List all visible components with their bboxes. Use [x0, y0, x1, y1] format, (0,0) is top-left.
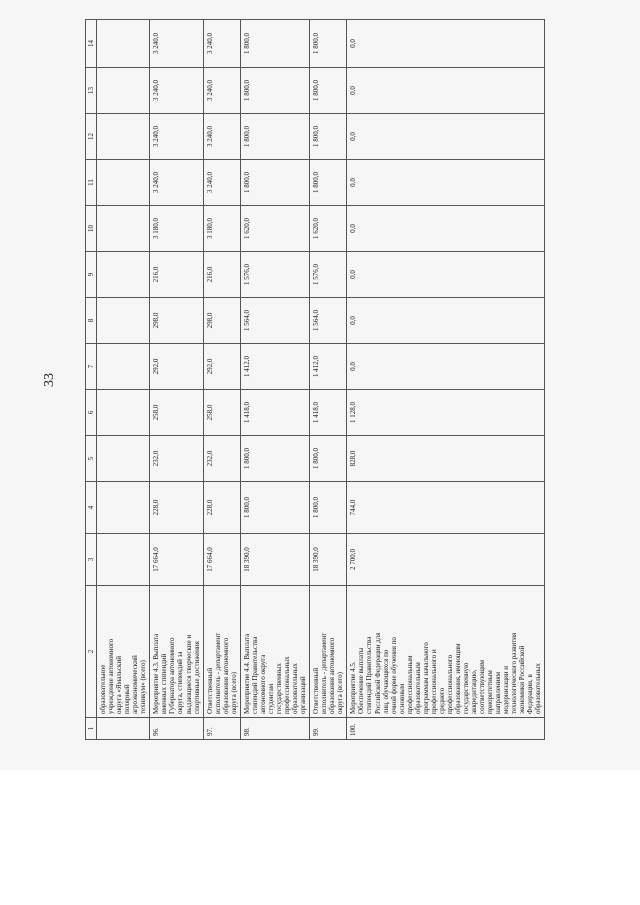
value-cell — [97, 252, 150, 298]
value-cell: 298,0 — [203, 298, 240, 344]
value-cell: 828,0 — [347, 436, 545, 482]
value-cell — [97, 482, 150, 534]
value-cell: 1 800,0 — [240, 482, 309, 534]
row-number — [97, 718, 150, 740]
table-row — [240, 20, 309, 740]
value-cell: 228,0 — [150, 482, 203, 534]
column-header: 14 — [86, 20, 97, 68]
value-cell: 3 240,0 — [150, 20, 203, 68]
value-cell: 1 418,0 — [310, 390, 347, 436]
value-cell: 1 128,0 — [347, 390, 545, 436]
value-cell: 232,0 — [203, 436, 240, 482]
value-cell: 0,0 — [347, 160, 545, 206]
value-cell: 744,0 — [347, 482, 545, 534]
column-header: 8 — [86, 298, 97, 344]
value-cell: 0,0 — [347, 252, 545, 298]
value-cell: 1 564,0 — [310, 298, 347, 344]
column-header: 12 — [86, 114, 97, 160]
value-cell: 1 800,0 — [310, 160, 347, 206]
row-description: Мероприятие 4.4. Выплата стипендий Правительства автономного округа студентам государственных профессиональных образовательных организаций — [240, 586, 309, 718]
column-header: 7 — [86, 344, 97, 390]
value-cell: 298,0 — [150, 298, 203, 344]
table-row — [150, 20, 203, 740]
row-number: 97. — [203, 718, 240, 740]
value-cell: 3 180,0 — [150, 206, 203, 252]
value-cell — [97, 298, 150, 344]
value-cell: 1 800,0 — [310, 68, 347, 114]
value-cell: 216,0 — [150, 252, 203, 298]
value-cell: 292,0 — [150, 344, 203, 390]
column-header: 9 — [86, 252, 97, 298]
value-cell: 1 800,0 — [240, 436, 309, 482]
value-cell: 3 180,0 — [203, 206, 240, 252]
value-cell: 1 800,0 — [240, 160, 309, 206]
scanned-page: 33 1 2 3 4 5 6 7 8 9 10 11 12 13 14 образовательное учреждение автономного округа «Ямальский полярный агроэкономический техникум» (всего) 96. Мероприятие 4.3. Выплата именных стипендий Губернатора автономного округа, стипендий за выдающиеся творческие и спортивные достижения 17 664,0 228,0 232,0 258,0 292,0 298,0 216,0 3 180,0 3 240,0 3 240,0 3 240,0 3 240,0 97. Ответственный исполнитель - департамент образования автономного округа (всего) 17 664,0 228,0 232,0 258,0 292,0 298,0 216,0 3 180,0 3 240,0 3 240,0 3 240,0 3 240,0 98. Мероприятие 4.4. Выплата стипендий Правительства автономного округа студентам государственных профессиональных образовательных организаций 18 390,0 1 800,0 1 800,0 1 418,0 1 412,0 1 564,0 1 576,0 1 620,0 1 800,0 1 800,0 1 800,0 1 800,0 99. Ответственный исполнитель - департамент образования автономного округа (всего) 18 390,0 1 800,0 1 800,0 1 418,0 1 412,0 1 564,0 1 576,0 1 620,0 1 800,0 1 800,0 1 800,0 1 800,0 100. Мероприятие 4.5. Обеспечение выплаты стипендий Правительства Российской Федерации для лиц, обучающихся по очной форме обучения по основным профессиональным образовательным программам начального профессионального и среднего профессионального образования, имеющим государственную аккредитацию, соответствующим приоритетным направлениям модернизации и технологического развития экономики Российской Федерации, в образовательных 2 700,0 744,0 828,0 1 128,0 0,0 0,0 0,0 0,0 0,0 0,0 0,0 0,0 — [0, 0, 640, 770]
value-cell: 3 240,0 — [150, 160, 203, 206]
value-cell: 1 576,0 — [310, 252, 347, 298]
value-cell: 3 240,0 — [203, 160, 240, 206]
row-description: Мероприятие 4.3. Выплата именных стипендий Губернатора автономного округа, стипендий за выдающиеся творческие и спортивные достижения — [150, 586, 203, 718]
value-cell: 258,0 — [203, 390, 240, 436]
row-number: 96. — [150, 718, 203, 740]
value-cell: 3 240,0 — [203, 114, 240, 160]
value-cell: 1 800,0 — [310, 482, 347, 534]
table-wrapper — [85, 20, 640, 740]
value-cell: 1 800,0 — [240, 20, 309, 68]
row-number: 100. — [347, 718, 545, 740]
column-header: 5 — [86, 436, 97, 482]
value-cell: 1 620,0 — [310, 206, 347, 252]
value-cell: 292,0 — [203, 344, 240, 390]
budget-table — [85, 19, 545, 740]
value-cell — [97, 20, 150, 68]
row-description: Мероприятие 4.5. Обеспечение выплаты стипендий Правительства Российской Федерации для лиц, обучающихся по очной форме обучения по основным профессиональным образовательным программам начального профессионального и среднего профессионального образования, имеющим государственную аккредитацию, соответствующим приоритетным направлениям модернизации и технологического развития экономики Российской Федерации, в образовательных — [347, 586, 545, 718]
value-cell — [97, 436, 150, 482]
rotated-table — [85, 20, 640, 740]
value-cell: 18 390,0 — [240, 534, 309, 586]
value-cell: 1 564,0 — [240, 298, 309, 344]
column-header: 3 — [86, 534, 97, 586]
value-cell — [97, 114, 150, 160]
row-number: 98. — [240, 718, 309, 740]
value-cell — [97, 68, 150, 114]
value-cell: 17 664,0 — [150, 534, 203, 586]
value-cell: 1 412,0 — [240, 344, 309, 390]
row-description: Ответственный исполнитель - департамент образования автономного округа (всего) — [203, 586, 240, 718]
value-cell: 0,0 — [347, 68, 545, 114]
value-cell: 17 664,0 — [203, 534, 240, 586]
value-cell: 0,0 — [347, 20, 545, 68]
table-row — [310, 20, 347, 740]
value-cell: 228,0 — [203, 482, 240, 534]
value-cell: 0,0 — [347, 206, 545, 252]
value-cell: 3 240,0 — [150, 68, 203, 114]
value-cell: 1 800,0 — [310, 114, 347, 160]
value-cell — [97, 390, 150, 436]
page-margin — [0, 770, 640, 905]
value-cell: 0,0 — [347, 114, 545, 160]
value-cell — [97, 344, 150, 390]
table-row — [203, 20, 240, 740]
value-cell: 2 700,0 — [347, 534, 545, 586]
column-header: 13 — [86, 68, 97, 114]
table-row — [347, 20, 545, 740]
value-cell: 1 418,0 — [240, 390, 309, 436]
value-cell: 216,0 — [203, 252, 240, 298]
value-cell: 1 800,0 — [310, 436, 347, 482]
value-cell: 1 800,0 — [240, 114, 309, 160]
value-cell — [97, 206, 150, 252]
value-cell: 1 800,0 — [240, 68, 309, 114]
value-cell: 0,0 — [347, 344, 545, 390]
row-number: 99. — [310, 718, 347, 740]
table-row — [97, 20, 150, 740]
column-header: 4 — [86, 482, 97, 534]
column-header: 2 — [86, 586, 97, 718]
value-cell: 3 240,0 — [150, 114, 203, 160]
value-cell: 3 240,0 — [203, 20, 240, 68]
column-header: 1 — [86, 718, 97, 740]
value-cell — [97, 160, 150, 206]
value-cell: 1 576,0 — [240, 252, 309, 298]
column-header: 6 — [86, 390, 97, 436]
header-row — [86, 20, 97, 740]
value-cell: 232,0 — [150, 436, 203, 482]
value-cell: 1 620,0 — [240, 206, 309, 252]
row-description: образовательное учреждение автономного округа «Ямальский полярный агроэкономический техникум» (всего) — [97, 586, 150, 718]
column-header: 11 — [86, 160, 97, 206]
column-header: 10 — [86, 206, 97, 252]
value-cell: 3 240,0 — [203, 68, 240, 114]
value-cell — [97, 534, 150, 586]
value-cell: 258,0 — [150, 390, 203, 436]
value-cell: 1 800,0 — [310, 20, 347, 68]
row-description: Ответственный исполнитель - департамент образования автономного округа (всего) — [310, 586, 347, 718]
value-cell: 0,0 — [347, 298, 545, 344]
value-cell: 1 412,0 — [310, 344, 347, 390]
value-cell: 18 390,0 — [310, 534, 347, 586]
